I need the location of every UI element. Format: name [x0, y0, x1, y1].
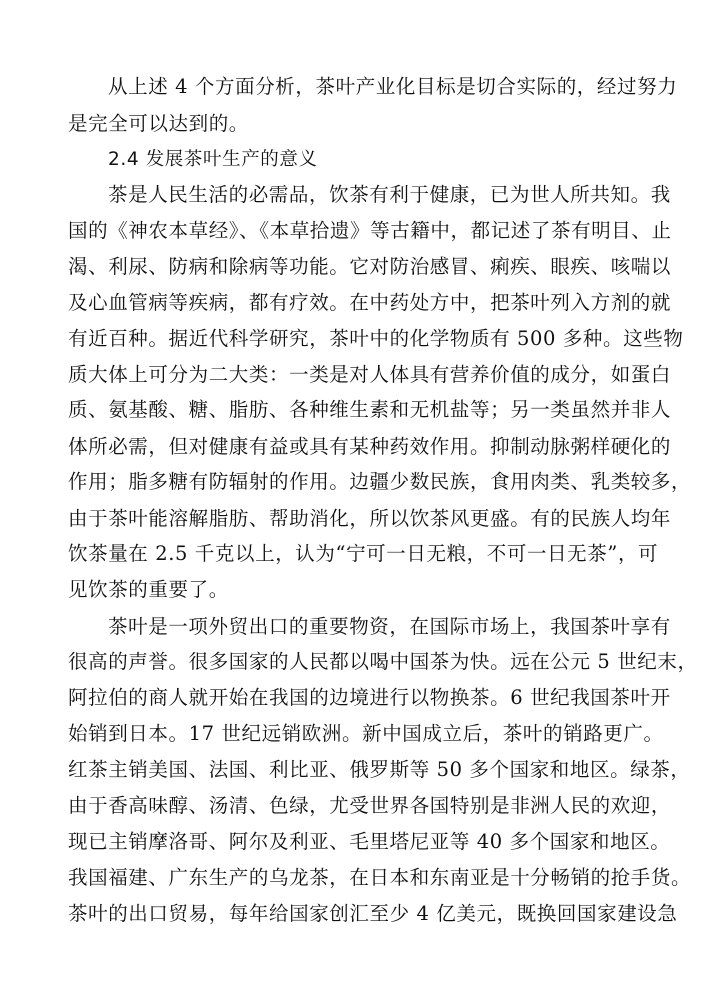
text-line-20: 红茶主销美国、法国、利比亚、俄罗斯等 50 多个国家和地区。绿茶，: [68, 758, 691, 781]
text-line-18: 阿拉伯的商人就开始在我国的边境进行以物换茶。6 世纪我国茶叶开: [68, 686, 671, 709]
text-line-16: 茶叶是一项外贸出口的重要物资，在国际市场上，我国茶叶享有: [108, 615, 671, 638]
section-heading: 2.4 发展茶叶生产的意义: [108, 149, 318, 170]
text-line-12: 作用；脂多糖有防辐射的作用。边疆少数民族，食用肉类、乳类较多，: [68, 470, 692, 493]
text-line-22: 现已主销摩洛哥、阿尔及利亚、毛里塔尼亚等 40 多个国家和地区。: [68, 830, 671, 853]
text-line-17: 很高的声誉。很多国家的人民都以喝中国茶为快。远在公元 5 世纪末，: [68, 650, 698, 673]
text-line-7: 及心血管病等疾病，都有疗效。在中药处方中，把茶叶列入方剂的就: [68, 291, 672, 314]
text-line-5: 国的《神农本草经》、《本草拾遗》等古籍中，都记述了茶有明目、止: [68, 219, 672, 242]
text-line-13: 由于茶叶能溶解脂肪、帮助消化，所以饮茶风更盛。有的民族人均年: [68, 507, 672, 530]
text-line-1: 从上述 4 个方面分析，茶叶产业化目标是切合实际的，经过努力: [108, 75, 678, 98]
text-line-21: 由于香高味醇、汤清、色绿，尤受世界各国特别是非洲人民的欢迎，: [68, 794, 672, 817]
text-line-24: 茶叶的出口贸易，每年给国家创汇至少 4 亿美元，既换回国家建设急: [68, 902, 678, 925]
text-line-4: 茶是人民生活的必需品，饮茶有利于健康，已为世人所共知。我: [108, 183, 671, 206]
text-line-9: 质大体上可分为二大类：一类是对人体具有营养价值的成分，如蛋白: [68, 363, 672, 386]
text-line-11: 体所必需，但对健康有益或具有某种药效作用。抑制动脉粥样硬化的: [68, 435, 672, 458]
text-line-10: 质、氨基酸、糖、脂肪、各种维生素和无机盐等；另一类虽然并非人: [68, 398, 672, 421]
text-line-2: 是完全可以达到的。: [68, 112, 249, 135]
text-line-8: 有近百种。据近代科学研究，茶叶中的化学物质有 500 多种。这些物: [68, 327, 684, 350]
text-line-6: 渴、利尿、防病和除病等功能。它对防治感冒、痢疾、眼疾、咳喘以: [68, 255, 672, 278]
text-line-23: 我国福建、广东生产的乌龙茶，在日本和东南亚是十分畅销的抢手货。: [68, 866, 692, 889]
text-line-15: 见饮茶的重要了。: [68, 578, 229, 601]
text-line-19: 始销到日本。17 世纪远销欧洲。新中国成立后，茶叶的销路更广。: [68, 722, 664, 745]
text-line-14: 饮茶量在 2.5 千克以上，认为“宁可一日无粮，不可一日无茶”，可: [68, 542, 659, 565]
